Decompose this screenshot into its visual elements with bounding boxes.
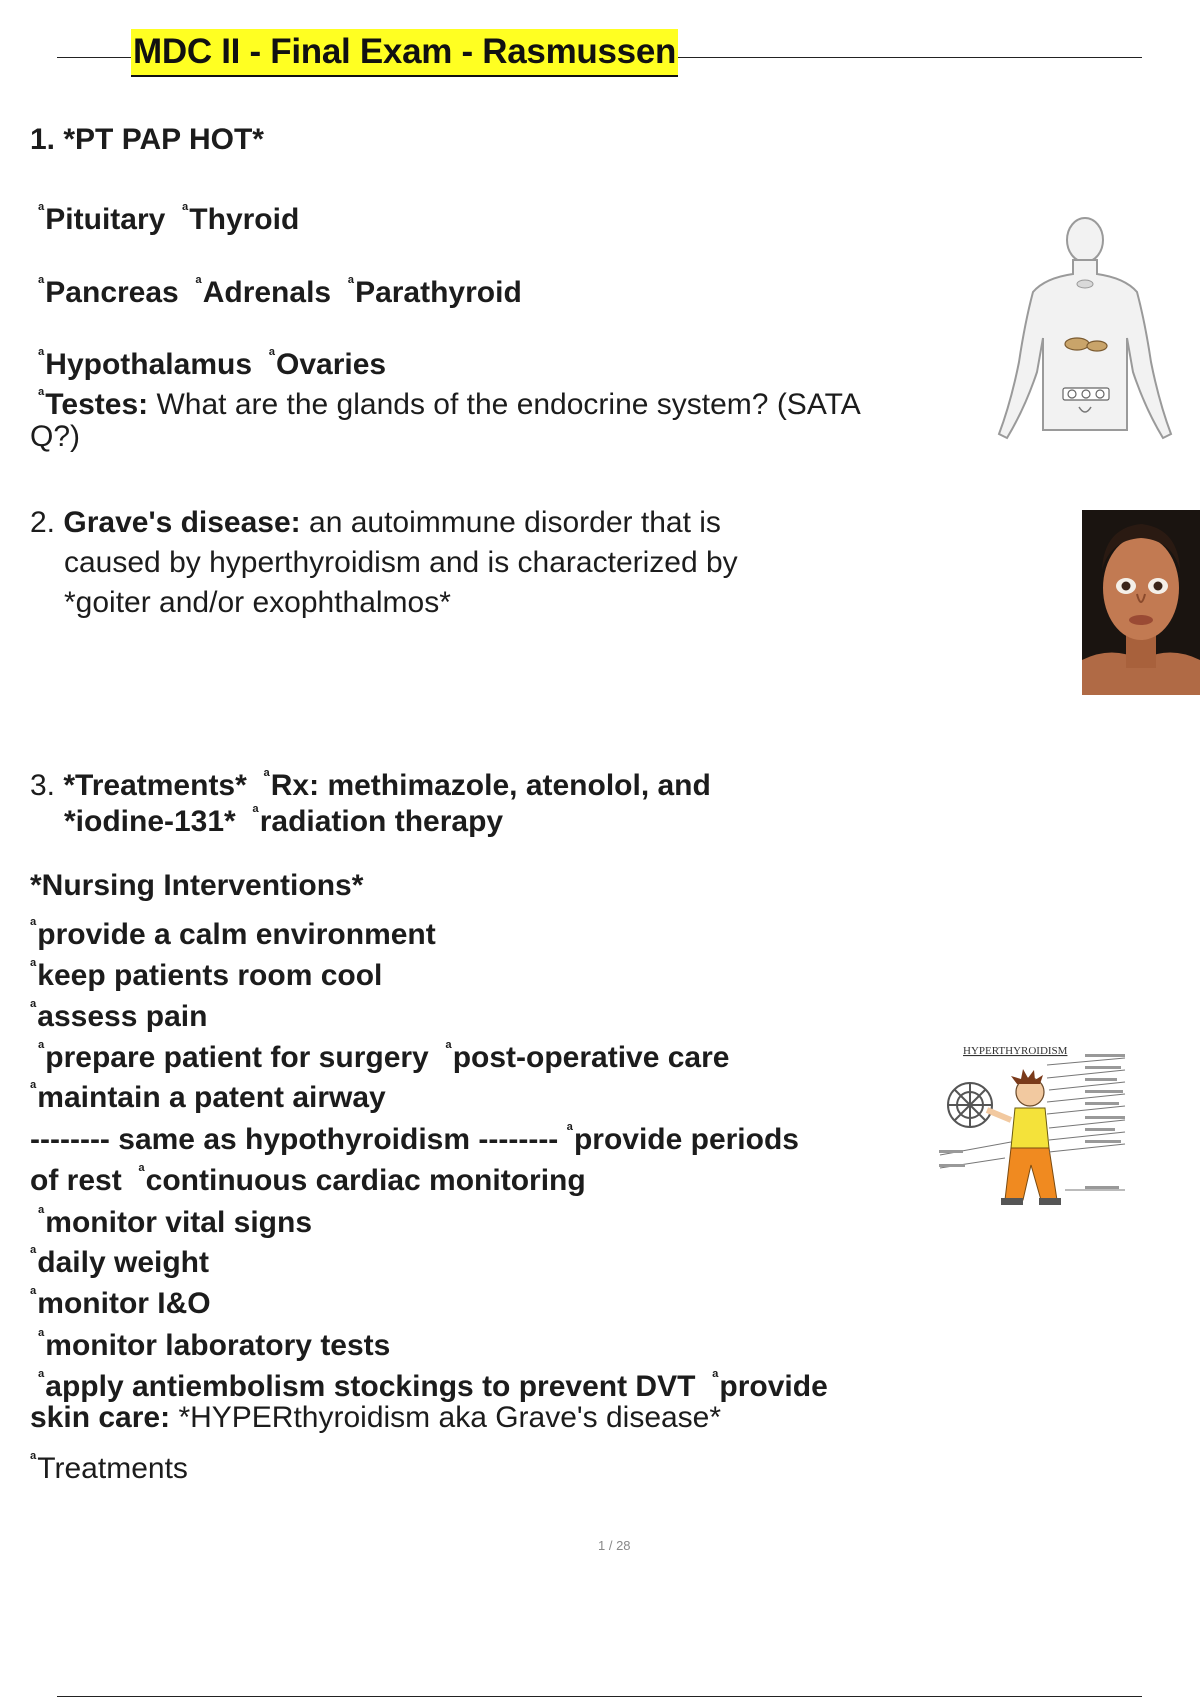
item-text: assess pain (37, 1000, 208, 1033)
nursing-item-cool (30, 949, 382, 994)
nursing-item-pain (30, 990, 207, 1035)
nursing-item-same-as (30, 1113, 799, 1158)
marker: ª (712, 1368, 719, 1387)
aka-text: *HYPERthyroidism aka Grave's disease* (178, 1401, 722, 1434)
endocrine-body-figure (985, 212, 1185, 457)
marker: ª (38, 346, 45, 365)
hyperthyroidism-cartoon (935, 1040, 1145, 1215)
gland-thyroid: Thyroid (189, 203, 300, 236)
marker: ª (38, 386, 45, 405)
glands-row-2 (38, 266, 522, 311)
nursing-item-surgery (38, 1031, 729, 1076)
marker: ª (252, 803, 259, 822)
nursing-item-stockings (38, 1360, 828, 1405)
nursing-item-treatments (30, 1442, 188, 1487)
marker: ª (30, 1450, 37, 1469)
graves-def-1: an autoimmune disorder that is (309, 506, 721, 539)
item-text: of rest (30, 1164, 122, 1197)
item-text: monitor vital signs (45, 1206, 313, 1239)
section2-number: 2. (30, 506, 56, 539)
iodine-text: *iodine-131* (64, 805, 236, 838)
marker: ª (30, 1244, 37, 1263)
marker: ª (445, 1039, 452, 1058)
header-rule-right (668, 57, 1142, 58)
gland-hypothalamus: Hypothalamus (45, 348, 253, 381)
nursing-item-vitals (38, 1196, 312, 1241)
nursing-heading: *Nursing Interventions* (30, 869, 364, 902)
marker: ª (30, 957, 37, 976)
marker: ª (38, 1204, 45, 1223)
nursing-item-labs (38, 1319, 390, 1364)
item-text: daily weight (37, 1246, 209, 1279)
item-text: apply antiembolism stockings to prevent DVT (45, 1370, 696, 1403)
section2-line1 (30, 505, 721, 541)
gland-pituitary: Pituitary (45, 203, 166, 236)
marker: ª (38, 274, 45, 293)
item-text: provide (719, 1370, 828, 1403)
footer-rule (57, 1696, 1142, 1697)
graves-def-3: *goiter and/or exophthalmos* (64, 586, 451, 619)
page-number: 1 / 28 (598, 1538, 631, 1553)
same-as-text: -------- same as hypothyroidism -------- (30, 1123, 559, 1156)
section3-number: 3. (30, 769, 56, 802)
marker: ª (347, 274, 355, 293)
item-text: Treatments (37, 1452, 188, 1485)
testes-question-line (38, 378, 861, 423)
gland-ovaries: Ovaries (275, 348, 387, 381)
gland-pancreas: Pancreas (45, 276, 179, 309)
item-text: prepare patient for surgery (45, 1041, 429, 1074)
item-text: monitor laboratory tests (45, 1329, 391, 1362)
marker: ª (268, 346, 275, 365)
rx-text: Rx: methimazole, atenolol, and (270, 769, 711, 802)
marker: ª (195, 274, 202, 293)
nursing-item-calm (30, 908, 436, 953)
item-text: maintain a patent airway (37, 1081, 386, 1114)
item-text: provide a calm environment (37, 918, 436, 951)
item-text: continuous cardiac monitoring (145, 1164, 586, 1197)
header-rule-left (57, 57, 133, 58)
section1-heading-text: 1. *PT PAP HOT* (30, 123, 264, 156)
marker: ª (566, 1121, 573, 1140)
item-text: provide periods (573, 1123, 799, 1156)
item-text: post-operative care (452, 1041, 730, 1074)
nursing-item-weight (30, 1236, 209, 1281)
marker: ª (30, 916, 37, 935)
question-text-cont: Q?) (30, 420, 81, 453)
glands-row-3 (38, 338, 386, 383)
marker: ª (38, 201, 45, 220)
graves-patient-photo (1082, 510, 1200, 695)
nursing-item-rest (30, 1154, 586, 1199)
graves-def-2: caused by hyperthyroidism and is characterized by (64, 546, 738, 579)
gland-testes: Testes: (45, 388, 149, 421)
gland-adrenals: Adrenals (202, 276, 332, 309)
marker: ª (38, 1039, 45, 1058)
marker: ª (182, 201, 189, 220)
section3-line2 (64, 795, 503, 840)
radiation-text: radiation therapy (259, 805, 504, 838)
marker: ª (38, 1327, 45, 1346)
section1-heading (30, 122, 264, 158)
marker: ª (30, 998, 37, 1017)
nursing-item-airway (30, 1071, 386, 1116)
marker: ª (30, 1079, 37, 1098)
item-text: skin care: (30, 1401, 171, 1434)
item-text: monitor I&O (37, 1287, 211, 1320)
graves-term: Grave's disease: (63, 506, 301, 539)
item-text: keep patients room cool (37, 959, 383, 992)
gland-parathyroid: Parathyroid (355, 276, 522, 309)
marker: ª (38, 1368, 45, 1387)
hyperthyroidism-label: HYPERTHYROIDISM (963, 1045, 1068, 1057)
marker: ª (263, 767, 270, 786)
glands-row-1 (38, 193, 299, 238)
treatments-label: *Treatments* (63, 769, 247, 802)
marker: ª (30, 1285, 37, 1304)
nursing-item-io (30, 1277, 211, 1322)
document-title: MDC II - Final Exam - Rasmussen (131, 29, 678, 77)
marker: ª (138, 1162, 145, 1181)
question-text: What are the glands of the endocrine system? (SATA (156, 388, 861, 421)
nursing-item-skin (30, 1400, 721, 1436)
